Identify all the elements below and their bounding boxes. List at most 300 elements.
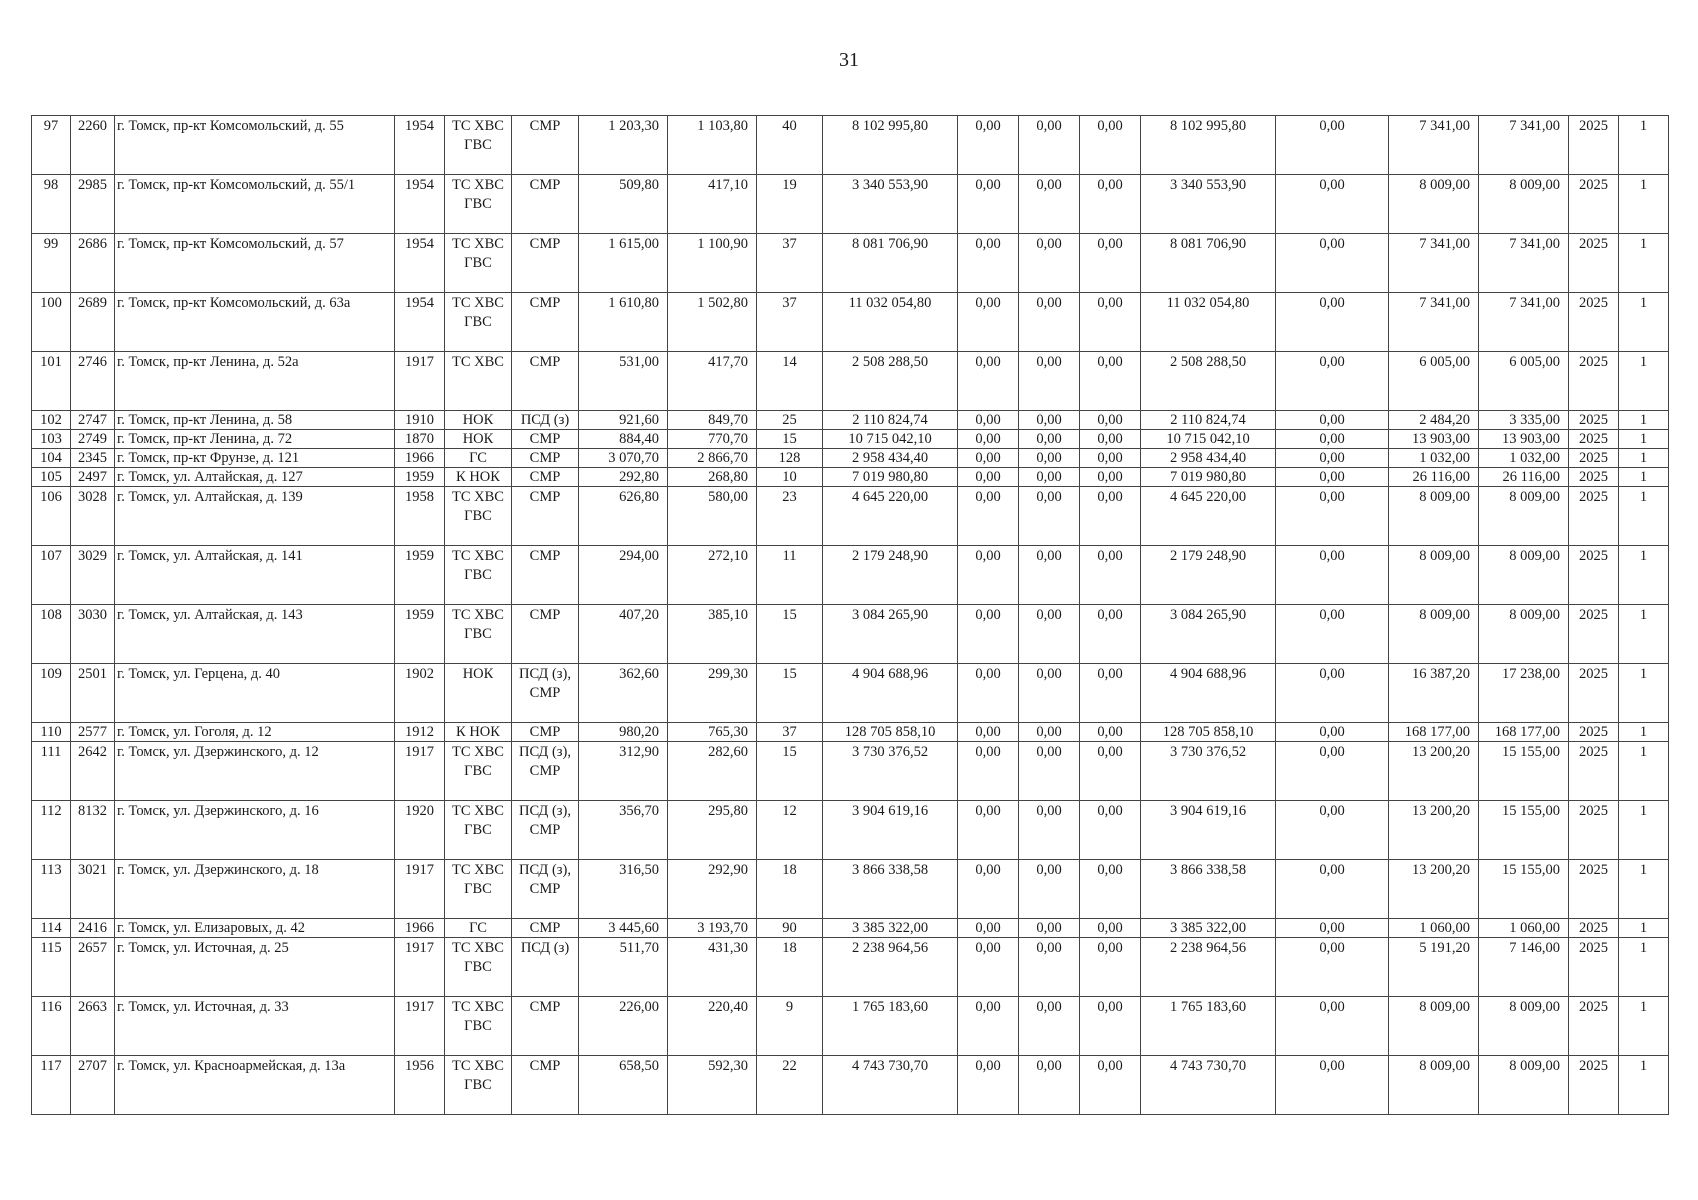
house-code: 2746 [71, 352, 115, 411]
unit-cost-cell: 26 116,00 [1389, 468, 1479, 487]
plan-year-cell: 2025 [1569, 116, 1619, 175]
unit-cost-cell: 168 177,00 [1389, 723, 1479, 742]
fund-cost-cell: 0,00 [958, 430, 1019, 449]
table-row [32, 1056, 1669, 1115]
total-area-cell: 884,40 [579, 430, 668, 449]
residents-cell: 22 [757, 1056, 823, 1115]
living-area-cell: 220,40 [668, 997, 757, 1056]
system-cell: НОК [445, 664, 512, 723]
address-cell: г. Томск, ул. Алтайская, д. 127 [115, 468, 395, 487]
local-cost-cell: 0,00 [1080, 449, 1141, 468]
local-cost-cell: 0,00 [1080, 742, 1141, 801]
plan-year-cell: 2025 [1569, 801, 1619, 860]
total-cost-cell: 10 715 042,10 [823, 430, 958, 449]
row-number: 107 [32, 546, 71, 605]
unit-cost-cell: 8 009,00 [1389, 487, 1479, 546]
house-code: 2749 [71, 430, 115, 449]
max-unit-cost-cell: 7 341,00 [1479, 293, 1569, 352]
max-unit-cost-cell: 6 005,00 [1479, 352, 1569, 411]
system-cell: ТС ХВС ГВС [445, 801, 512, 860]
stage-cell: 1 [1619, 293, 1669, 352]
total-area-cell: 658,50 [579, 1056, 668, 1115]
residents-cell: 15 [757, 664, 823, 723]
owners-cost-cell: 11 032 054,80 [1141, 293, 1276, 352]
total-area-cell: 226,00 [579, 997, 668, 1056]
work-type-cell: ПСД (з) [512, 938, 579, 997]
row-number: 106 [32, 487, 71, 546]
living-area-cell: 1 103,80 [668, 116, 757, 175]
living-area-cell: 1 502,80 [668, 293, 757, 352]
plan-year-cell: 2025 [1569, 234, 1619, 293]
address-cell: г. Томск, ул. Алтайская, д. 143 [115, 605, 395, 664]
owners-cost-cell: 8 102 995,80 [1141, 116, 1276, 175]
row-number: 103 [32, 430, 71, 449]
unit-cost-cell: 8 009,00 [1389, 1056, 1479, 1115]
local-cost-cell: 0,00 [1080, 919, 1141, 938]
total-area-cell: 362,60 [579, 664, 668, 723]
budget-cost-cell: 0,00 [1019, 293, 1080, 352]
owners-cost-cell: 4 645 220,00 [1141, 487, 1276, 546]
house-code: 2642 [71, 742, 115, 801]
house-code: 2577 [71, 723, 115, 742]
plan-year-cell: 2025 [1569, 938, 1619, 997]
owners-cost-cell: 3 730 376,52 [1141, 742, 1276, 801]
living-area-cell: 1 100,90 [668, 234, 757, 293]
other-cost-cell: 0,00 [1276, 919, 1389, 938]
budget-cost-cell: 0,00 [1019, 116, 1080, 175]
owners-cost-cell: 3 866 338,58 [1141, 860, 1276, 919]
owners-cost-cell: 3 084 265,90 [1141, 605, 1276, 664]
fund-cost-cell: 0,00 [958, 723, 1019, 742]
stage-cell: 1 [1619, 919, 1669, 938]
table-row [32, 546, 1669, 605]
living-area-cell: 272,10 [668, 546, 757, 605]
max-unit-cost-cell: 7 146,00 [1479, 938, 1569, 997]
residents-cell: 10 [757, 468, 823, 487]
residents-cell: 15 [757, 430, 823, 449]
year-cell: 1910 [395, 411, 445, 430]
other-cost-cell: 0,00 [1276, 352, 1389, 411]
other-cost-cell: 0,00 [1276, 449, 1389, 468]
max-unit-cost-cell: 15 155,00 [1479, 860, 1569, 919]
address-cell: г. Томск, пр-кт Ленина, д. 52а [115, 352, 395, 411]
local-cost-cell: 0,00 [1080, 487, 1141, 546]
unit-cost-cell: 13 200,20 [1389, 860, 1479, 919]
total-area-cell: 531,00 [579, 352, 668, 411]
total-cost-cell: 11 032 054,80 [823, 293, 958, 352]
system-cell: ТС ХВС ГВС [445, 293, 512, 352]
max-unit-cost-cell: 13 903,00 [1479, 430, 1569, 449]
stage-cell: 1 [1619, 997, 1669, 1056]
house-code: 2345 [71, 449, 115, 468]
total-cost-cell: 8 081 706,90 [823, 234, 958, 293]
residents-cell: 23 [757, 487, 823, 546]
total-area-cell: 312,90 [579, 742, 668, 801]
unit-cost-cell: 8 009,00 [1389, 605, 1479, 664]
stage-cell: 1 [1619, 801, 1669, 860]
residents-cell: 18 [757, 938, 823, 997]
plan-year-cell: 2025 [1569, 1056, 1619, 1115]
address-cell: г. Томск, пр-кт Комсомольский, д. 55 [115, 116, 395, 175]
table-row [32, 801, 1669, 860]
plan-year-cell: 2025 [1569, 449, 1619, 468]
system-cell: К НОК [445, 468, 512, 487]
budget-cost-cell: 0,00 [1019, 664, 1080, 723]
unit-cost-cell: 8 009,00 [1389, 175, 1479, 234]
max-unit-cost-cell: 3 335,00 [1479, 411, 1569, 430]
work-type-cell: СМР [512, 234, 579, 293]
system-cell: ТС ХВС ГВС [445, 997, 512, 1056]
owners-cost-cell: 3 340 553,90 [1141, 175, 1276, 234]
fund-cost-cell: 0,00 [958, 664, 1019, 723]
work-type-cell: СМР [512, 723, 579, 742]
budget-cost-cell: 0,00 [1019, 919, 1080, 938]
fund-cost-cell: 0,00 [958, 487, 1019, 546]
fund-cost-cell: 0,00 [958, 997, 1019, 1056]
total-area-cell: 1 615,00 [579, 234, 668, 293]
total-cost-cell: 3 084 265,90 [823, 605, 958, 664]
stage-cell: 1 [1619, 938, 1669, 997]
living-area-cell: 592,30 [668, 1056, 757, 1115]
table-row [32, 664, 1669, 723]
residents-cell: 18 [757, 860, 823, 919]
max-unit-cost-cell: 8 009,00 [1479, 546, 1569, 605]
system-cell: НОК [445, 411, 512, 430]
work-type-cell: ПСД (з) [512, 411, 579, 430]
max-unit-cost-cell: 17 238,00 [1479, 664, 1569, 723]
system-cell: ТС ХВС ГВС [445, 742, 512, 801]
plan-year-cell: 2025 [1569, 411, 1619, 430]
table-row [32, 411, 1669, 430]
living-area-cell: 295,80 [668, 801, 757, 860]
stage-cell: 1 [1619, 664, 1669, 723]
total-area-cell: 921,60 [579, 411, 668, 430]
local-cost-cell: 0,00 [1080, 860, 1141, 919]
plan-year-cell: 2025 [1569, 605, 1619, 664]
table-row [32, 430, 1669, 449]
budget-cost-cell: 0,00 [1019, 938, 1080, 997]
other-cost-cell: 0,00 [1276, 487, 1389, 546]
unit-cost-cell: 8 009,00 [1389, 546, 1479, 605]
system-cell: ТС ХВС ГВС [445, 1056, 512, 1115]
owners-cost-cell: 4 743 730,70 [1141, 1056, 1276, 1115]
fund-cost-cell: 0,00 [958, 1056, 1019, 1115]
house-code: 2747 [71, 411, 115, 430]
living-area-cell: 2 866,70 [668, 449, 757, 468]
address-cell: г. Томск, пр-кт Комсомольский, д. 55/1 [115, 175, 395, 234]
max-unit-cost-cell: 26 116,00 [1479, 468, 1569, 487]
year-cell: 1917 [395, 860, 445, 919]
house-code: 2985 [71, 175, 115, 234]
residents-cell: 15 [757, 742, 823, 801]
plan-year-cell: 2025 [1569, 175, 1619, 234]
stage-cell: 1 [1619, 546, 1669, 605]
other-cost-cell: 0,00 [1276, 860, 1389, 919]
unit-cost-cell: 7 341,00 [1389, 116, 1479, 175]
total-cost-cell: 4 645 220,00 [823, 487, 958, 546]
local-cost-cell: 0,00 [1080, 234, 1141, 293]
work-type-cell: СМР [512, 352, 579, 411]
plan-year-cell: 2025 [1569, 919, 1619, 938]
page-number: 31 [839, 49, 859, 71]
plan-year-cell: 2025 [1569, 546, 1619, 605]
max-unit-cost-cell: 8 009,00 [1479, 605, 1569, 664]
plan-year-cell: 2025 [1569, 997, 1619, 1056]
house-code: 2416 [71, 919, 115, 938]
work-type-cell: СМР [512, 293, 579, 352]
system-cell: ТС ХВС [445, 352, 512, 411]
address-cell: г. Томск, ул. Дзержинского, д. 18 [115, 860, 395, 919]
residents-cell: 15 [757, 605, 823, 664]
owners-cost-cell: 4 904 688,96 [1141, 664, 1276, 723]
other-cost-cell: 0,00 [1276, 997, 1389, 1056]
stage-cell: 1 [1619, 1056, 1669, 1115]
other-cost-cell: 0,00 [1276, 723, 1389, 742]
local-cost-cell: 0,00 [1080, 352, 1141, 411]
stage-cell: 1 [1619, 860, 1669, 919]
row-number: 113 [32, 860, 71, 919]
unit-cost-cell: 5 191,20 [1389, 938, 1479, 997]
plan-year-cell: 2025 [1569, 860, 1619, 919]
stage-cell: 1 [1619, 175, 1669, 234]
address-cell: г. Томск, ул. Дзержинского, д. 12 [115, 742, 395, 801]
total-cost-cell: 3 340 553,90 [823, 175, 958, 234]
table-row [32, 234, 1669, 293]
system-cell: К НОК [445, 723, 512, 742]
other-cost-cell: 0,00 [1276, 1056, 1389, 1115]
plan-year-cell: 2025 [1569, 664, 1619, 723]
address-cell: г. Томск, пр-кт Фрунзе, д. 121 [115, 449, 395, 468]
residents-cell: 9 [757, 997, 823, 1056]
system-cell: ТС ХВС ГВС [445, 234, 512, 293]
row-number: 104 [32, 449, 71, 468]
total-cost-cell: 4 743 730,70 [823, 1056, 958, 1115]
system-cell: ТС ХВС ГВС [445, 860, 512, 919]
row-number: 97 [32, 116, 71, 175]
year-cell: 1959 [395, 605, 445, 664]
local-cost-cell: 0,00 [1080, 116, 1141, 175]
other-cost-cell: 0,00 [1276, 116, 1389, 175]
local-cost-cell: 0,00 [1080, 468, 1141, 487]
year-cell: 1966 [395, 449, 445, 468]
max-unit-cost-cell: 15 155,00 [1479, 742, 1569, 801]
work-type-cell: СМР [512, 175, 579, 234]
row-number: 102 [32, 411, 71, 430]
other-cost-cell: 0,00 [1276, 175, 1389, 234]
work-type-cell: ПСД (з), СМР [512, 664, 579, 723]
work-type-cell: СМР [512, 546, 579, 605]
stage-cell: 1 [1619, 430, 1669, 449]
total-cost-cell: 7 019 980,80 [823, 468, 958, 487]
fund-cost-cell: 0,00 [958, 938, 1019, 997]
table-row [32, 919, 1669, 938]
stage-cell: 1 [1619, 605, 1669, 664]
living-area-cell: 282,60 [668, 742, 757, 801]
address-cell: г. Томск, ул. Дзержинского, д. 16 [115, 801, 395, 860]
unit-cost-cell: 1 060,00 [1389, 919, 1479, 938]
residents-cell: 19 [757, 175, 823, 234]
work-type-cell: СМР [512, 430, 579, 449]
year-cell: 1917 [395, 938, 445, 997]
max-unit-cost-cell: 7 341,00 [1479, 234, 1569, 293]
total-area-cell: 509,80 [579, 175, 668, 234]
year-cell: 1958 [395, 487, 445, 546]
system-cell: ГС [445, 449, 512, 468]
fund-cost-cell: 0,00 [958, 234, 1019, 293]
system-cell: ТС ХВС ГВС [445, 175, 512, 234]
living-area-cell: 417,70 [668, 352, 757, 411]
year-cell: 1954 [395, 116, 445, 175]
fund-cost-cell: 0,00 [958, 468, 1019, 487]
address-cell: г. Томск, ул. Елизаровых, д. 42 [115, 919, 395, 938]
other-cost-cell: 0,00 [1276, 411, 1389, 430]
living-area-cell: 3 193,70 [668, 919, 757, 938]
total-cost-cell: 2 508 288,50 [823, 352, 958, 411]
residents-cell: 40 [757, 116, 823, 175]
address-cell: г. Томск, пр-кт Комсомольский, д. 57 [115, 234, 395, 293]
system-cell: ТС ХВС ГВС [445, 605, 512, 664]
budget-cost-cell: 0,00 [1019, 605, 1080, 664]
table-row [32, 605, 1669, 664]
living-area-cell: 417,10 [668, 175, 757, 234]
plan-year-cell: 2025 [1569, 742, 1619, 801]
stage-cell: 1 [1619, 449, 1669, 468]
total-area-cell: 316,50 [579, 860, 668, 919]
unit-cost-cell: 13 200,20 [1389, 742, 1479, 801]
row-number: 112 [32, 801, 71, 860]
living-area-cell: 299,30 [668, 664, 757, 723]
budget-cost-cell: 0,00 [1019, 1056, 1080, 1115]
work-type-cell: СМР [512, 116, 579, 175]
local-cost-cell: 0,00 [1080, 546, 1141, 605]
local-cost-cell: 0,00 [1080, 411, 1141, 430]
house-code: 2686 [71, 234, 115, 293]
max-unit-cost-cell: 8 009,00 [1479, 175, 1569, 234]
plan-year-cell: 2025 [1569, 293, 1619, 352]
address-cell: г. Томск, ул. Источная, д. 33 [115, 997, 395, 1056]
stage-cell: 1 [1619, 723, 1669, 742]
total-cost-cell: 3 385 322,00 [823, 919, 958, 938]
row-number: 100 [32, 293, 71, 352]
owners-cost-cell: 8 081 706,90 [1141, 234, 1276, 293]
house-code: 2260 [71, 116, 115, 175]
row-number: 105 [32, 468, 71, 487]
residents-cell: 90 [757, 919, 823, 938]
year-cell: 1902 [395, 664, 445, 723]
residents-cell: 14 [757, 352, 823, 411]
unit-cost-cell: 2 484,20 [1389, 411, 1479, 430]
owners-cost-cell: 128 705 858,10 [1141, 723, 1276, 742]
work-type-cell: СМР [512, 468, 579, 487]
work-type-cell: СМР [512, 487, 579, 546]
budget-cost-cell: 0,00 [1019, 860, 1080, 919]
budget-cost-cell: 0,00 [1019, 234, 1080, 293]
address-cell: г. Томск, пр-кт Комсомольский, д. 63а [115, 293, 395, 352]
fund-cost-cell: 0,00 [958, 742, 1019, 801]
year-cell: 1917 [395, 352, 445, 411]
row-number: 101 [32, 352, 71, 411]
total-area-cell: 1 203,30 [579, 116, 668, 175]
year-cell: 1920 [395, 801, 445, 860]
work-type-cell: СМР [512, 449, 579, 468]
system-cell: ТС ХВС ГВС [445, 938, 512, 997]
total-cost-cell: 3 904 619,16 [823, 801, 958, 860]
stage-cell: 1 [1619, 411, 1669, 430]
total-area-cell: 980,20 [579, 723, 668, 742]
address-cell: г. Томск, ул. Алтайская, д. 139 [115, 487, 395, 546]
unit-cost-cell: 13 903,00 [1389, 430, 1479, 449]
fund-cost-cell: 0,00 [958, 293, 1019, 352]
other-cost-cell: 0,00 [1276, 546, 1389, 605]
budget-cost-cell: 0,00 [1019, 546, 1080, 605]
year-cell: 1917 [395, 997, 445, 1056]
stage-cell: 1 [1619, 352, 1669, 411]
other-cost-cell: 0,00 [1276, 605, 1389, 664]
plan-year-cell: 2025 [1569, 468, 1619, 487]
budget-cost-cell: 0,00 [1019, 352, 1080, 411]
residents-cell: 11 [757, 546, 823, 605]
total-area-cell: 511,70 [579, 938, 668, 997]
table-row [32, 293, 1669, 352]
other-cost-cell: 0,00 [1276, 468, 1389, 487]
unit-cost-cell: 1 032,00 [1389, 449, 1479, 468]
local-cost-cell: 0,00 [1080, 175, 1141, 234]
plan-year-cell: 2025 [1569, 723, 1619, 742]
total-cost-cell: 8 102 995,80 [823, 116, 958, 175]
row-number: 110 [32, 723, 71, 742]
budget-cost-cell: 0,00 [1019, 997, 1080, 1056]
fund-cost-cell: 0,00 [958, 860, 1019, 919]
year-cell: 1912 [395, 723, 445, 742]
owners-cost-cell: 2 110 824,74 [1141, 411, 1276, 430]
living-area-cell: 385,10 [668, 605, 757, 664]
local-cost-cell: 0,00 [1080, 1056, 1141, 1115]
unit-cost-cell: 6 005,00 [1389, 352, 1479, 411]
unit-cost-cell: 8 009,00 [1389, 997, 1479, 1056]
house-code: 3028 [71, 487, 115, 546]
total-area-cell: 356,70 [579, 801, 668, 860]
fund-cost-cell: 0,00 [958, 411, 1019, 430]
fund-cost-cell: 0,00 [958, 546, 1019, 605]
plan-year-cell: 2025 [1569, 352, 1619, 411]
total-cost-cell: 2 958 434,40 [823, 449, 958, 468]
repair-schedule-table [31, 115, 1669, 1115]
owners-cost-cell: 3 904 619,16 [1141, 801, 1276, 860]
total-area-cell: 3 445,60 [579, 919, 668, 938]
system-cell: НОК [445, 430, 512, 449]
local-cost-cell: 0,00 [1080, 430, 1141, 449]
unit-cost-cell: 7 341,00 [1389, 234, 1479, 293]
table-row [32, 175, 1669, 234]
max-unit-cost-cell: 1 032,00 [1479, 449, 1569, 468]
total-cost-cell: 2 179 248,90 [823, 546, 958, 605]
table-row [32, 116, 1669, 175]
budget-cost-cell: 0,00 [1019, 411, 1080, 430]
max-unit-cost-cell: 8 009,00 [1479, 1056, 1569, 1115]
local-cost-cell: 0,00 [1080, 664, 1141, 723]
living-area-cell: 431,30 [668, 938, 757, 997]
system-cell: ТС ХВС ГВС [445, 546, 512, 605]
fund-cost-cell: 0,00 [958, 175, 1019, 234]
other-cost-cell: 0,00 [1276, 430, 1389, 449]
residents-cell: 128 [757, 449, 823, 468]
work-type-cell: СМР [512, 919, 579, 938]
stage-cell: 1 [1619, 468, 1669, 487]
unit-cost-cell: 7 341,00 [1389, 293, 1479, 352]
table-row [32, 938, 1669, 997]
budget-cost-cell: 0,00 [1019, 801, 1080, 860]
other-cost-cell: 0,00 [1276, 234, 1389, 293]
